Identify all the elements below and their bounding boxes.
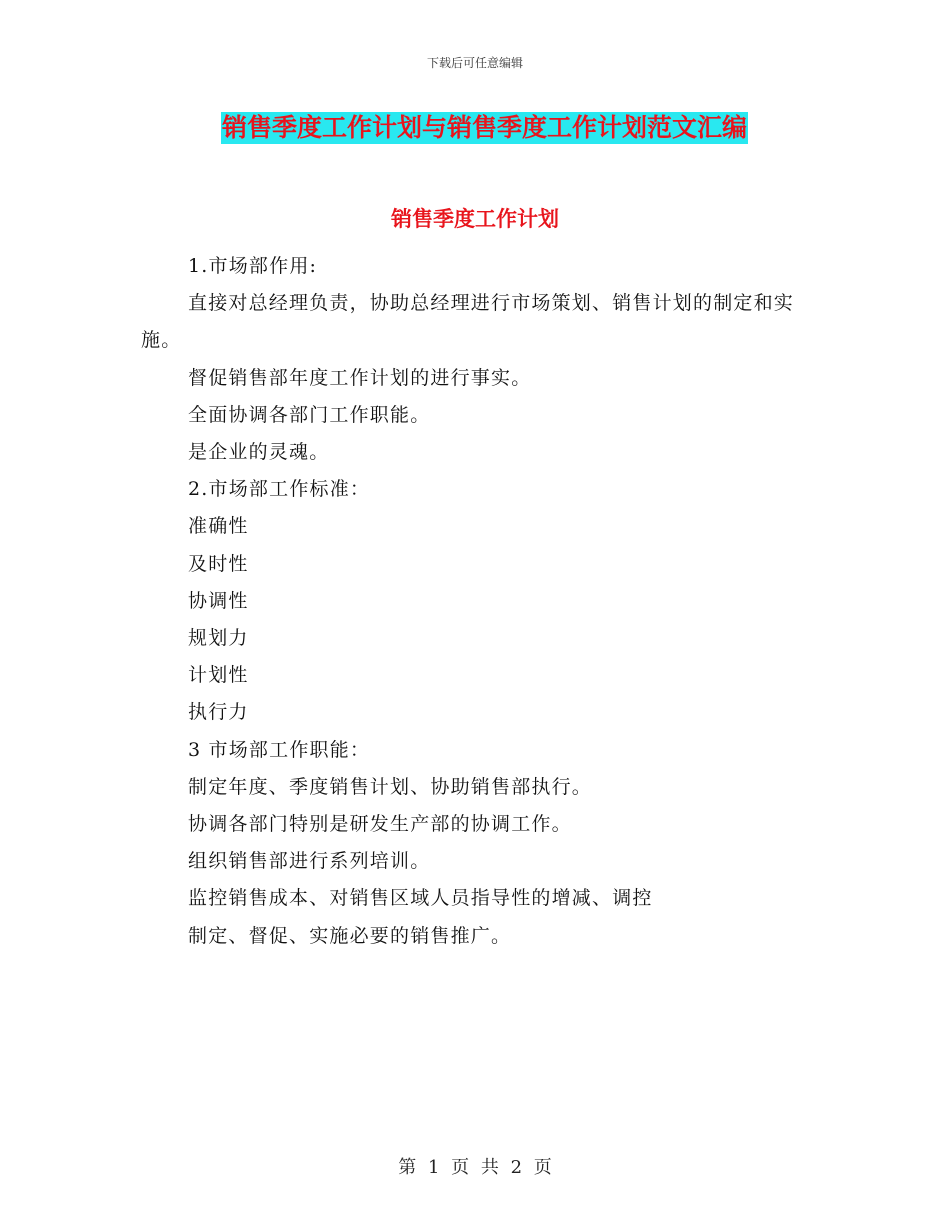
section-title: 销售季度工作计划: [391, 206, 559, 231]
paragraph: 准确性: [188, 515, 249, 538]
paragraph: 督促销售部年度工作计划的进行事实。: [188, 366, 532, 389]
paragraph: 协调各部门特别是研发生产部的协调工作。: [188, 813, 572, 836]
paragraph: 制定、督促、实施必要的销售推广。: [188, 924, 512, 947]
paragraph: 执行力: [188, 701, 249, 724]
document-body: [141, 248, 809, 955]
header-note: 下载后可任意编辑: [426, 56, 523, 70]
paragraph: 制定年度、季度销售计划、协助销售部执行。: [188, 775, 593, 798]
paragraph: 1.市场部作用:: [188, 255, 318, 277]
paragraph: 组织销售部进行系列培训。: [188, 850, 431, 873]
page-number-footer: 第 1 页 共 2 页: [398, 1157, 552, 1178]
paragraph: 计划性: [188, 664, 249, 687]
paragraph: 3 市场部工作职能：: [188, 738, 371, 761]
paragraph: 2.市场部工作标准：: [188, 478, 371, 501]
paragraph: 规划力: [188, 627, 249, 650]
paragraph: 监控销售成本、对销售区域人员指导性的增减、调控: [188, 887, 653, 910]
paragraph: 全面协调各部门工作职能。: [188, 403, 431, 426]
paragraph: 及时性: [188, 552, 249, 575]
paragraph: 协调性: [188, 589, 249, 612]
paragraph: 直接对总经理负责，协助总经理进行市场策划、销售计划的制定和实施。: [141, 292, 795, 352]
paragraph: 是企业的灵魂。: [188, 441, 330, 464]
document-title: 销售季度工作计划与销售季度工作计划范文汇编: [222, 113, 748, 142]
